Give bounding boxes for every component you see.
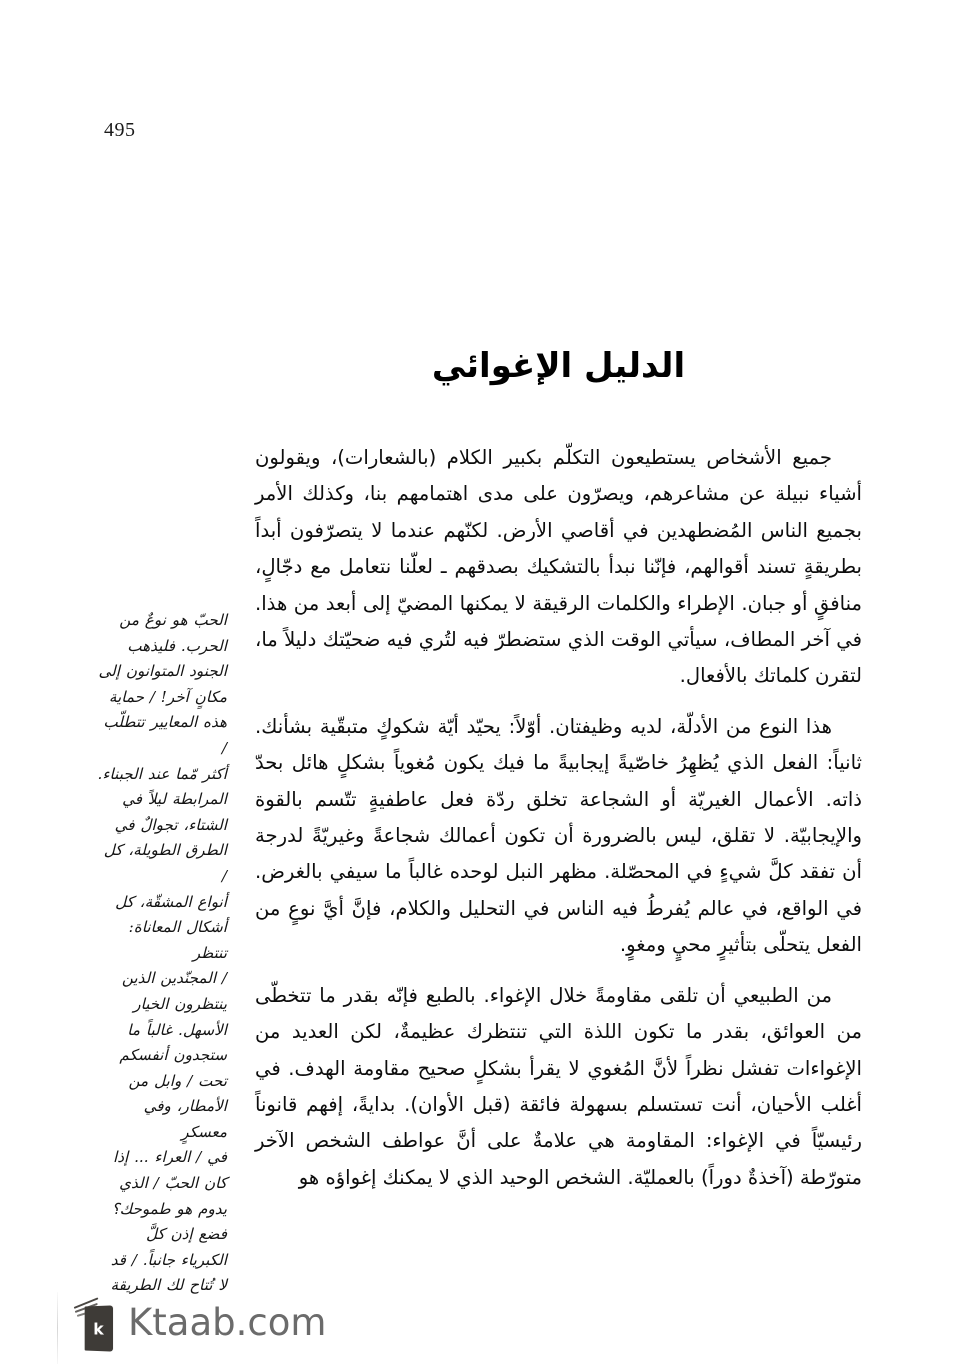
paragraph: جميع الأشخاص يستطيعون التكلّم بكبير الكلام (بالشعارات)، ويقولون أشياء نبيلة عن مشاعرهم، ويصرّون على مدى اهتمامهم بنا، وكذلك الأمر بجميع الناس المُضطهدين في أقاصي الأرض. لكنّهم عندما لا يتصرّفون أبداً بطريقةٍ تسند أقوالهم، فإنّنا نبدأ بالتشكيك بصدقهم ـ لعلّنا نتعامل مع دجّالٍ، منافقٍ أو جبان. الإطراء والكلمات الرقيقة لا يمكنها المضيّ إلى أبعد من هذا. في آخر المطاف، سيأتي الوقت الذي ستضطرّ فيه لتُري فيه ضحيّتك دليلاً ما، لتقرن كلماتك بالأفعال. [255,446,862,688]
margin-note [95,608,227,1299]
paragraph: هذا النوع من الأدلّة، لديه وظيفتان. أوّلاً: يحيّد أيّة شكوكٍ متبقّية بشأنك. ثانياً: الفعل الذي يُظهِرُ خاصّيةً إيجابيةً ما فيك يكون مُغوياً بشكلٍ هائل بحدّ ذاته. الأعمال الغيريّة أو الشجاعة تخلق ردّة فعل عاطفيةٍ تتّسم بالقوة والإيجابيّة. لا تقلق، ليس بالضرورة أن تكون أعمالك شجاعةً وغيريّةً لدرجة أن تفقد كلَّ شيءٍ في المحصّلة. مظهر النبل لوحده غالباً ما سيفي بالغرض. في الواقع، في عالم يُفرطُ فيه الناس في التحليل والكلام، فإنَّ أيَّ نوعٍ من الفعل يتحلّى بتأثيرٍ محيٍ ومغوٍ. [255,714,862,957]
margin-note-line: المرابطة ليلاً في [122,790,227,809]
margin-note-line: الحبّ هو نوعٌ من [119,611,227,629]
main-text-column [255,440,862,1196]
open-book-icon [72,1295,118,1351]
margin-note-line: ستجدون أنفسكم [119,1046,227,1065]
watermark-label: Ktaab.com [128,1300,327,1344]
margin-note-line: لا تُتاح لك الطريقة [110,1276,227,1295]
margin-note-line: أنواع المشقّة، كل [115,892,227,911]
margin-note-line: الأسهل. غالباً ما [127,1020,227,1039]
book-cover-icon [85,1305,113,1351]
margin-note-line: الحرب. فليذهب [127,636,227,655]
margin-note-line: الشتاء، تجوالٌ في [114,815,227,834]
margin-note-line: الطرق الطويلة، كل / [103,841,227,885]
margin-note-line: في / العراء ... إذا [113,1148,227,1167]
margin-note-line: الكبرياء جانباً. / قد [110,1250,227,1269]
margin-note-line: فضع إذن كلَّ [145,1225,227,1244]
margin-note-line: ينتظرون الخيار [133,994,227,1013]
margin-note-line: يدوم هو طموحك؟ [111,1199,227,1218]
margin-note-line: كان الحبّ / الذي [119,1174,227,1193]
page-number: 495 [104,119,136,141]
margin-note-line: أكثر مّما عند الجبناء. [97,764,227,783]
margin-note-line: مكانٍ آخر! / حماية [108,687,227,706]
margin-note-line: / المجنّدين الذين [121,969,227,988]
chapter-title: الدليل الإغوائي [431,345,686,386]
logo-letter: k [93,1318,104,1339]
paragraph: من الطبيعي أن تلقى مقاومةً خلال الإغواء. بالطبع فإنّه بقدر ما تتخطّى من العوائق، بقدر ما تكون اللذة التي تنتظرك عظيمةٌ، لكن العديد من الإغواءات تفشل نظراً لأنَّ المُغوي لا يقرأ بشكلٍ صحيح مقاومة الهدف. في أغلب الأحيان، أنت تستسلم بسهولة فائقة (قبل الأوان). بدايةً، إفهم قانوناً رئيسيّاً في الإغواء: المقاومة هي علامةٌ على أنَّ عواطف الشخص الآخر متورّطة (آخذةٌ دوراً) بالعمليّة. الشخص الوحيد الذي لا يمكنك إغواؤه هو [255,983,862,1189]
margin-note-line: الجنود المتوانون إلى [98,662,227,681]
margin-note-line: الأمطار، وفي معسكرٍ [143,1097,227,1141]
margin-note-line: هذه المعايير تتطلّب / [103,713,227,757]
margin-note-line: أشكال المعاناة: تنتظر [128,918,227,962]
margin-note-line: تحت / وابل من [128,1071,227,1090]
site-watermark[interactable] [72,1293,326,1353]
page-gutter-edge [57,1292,58,1364]
